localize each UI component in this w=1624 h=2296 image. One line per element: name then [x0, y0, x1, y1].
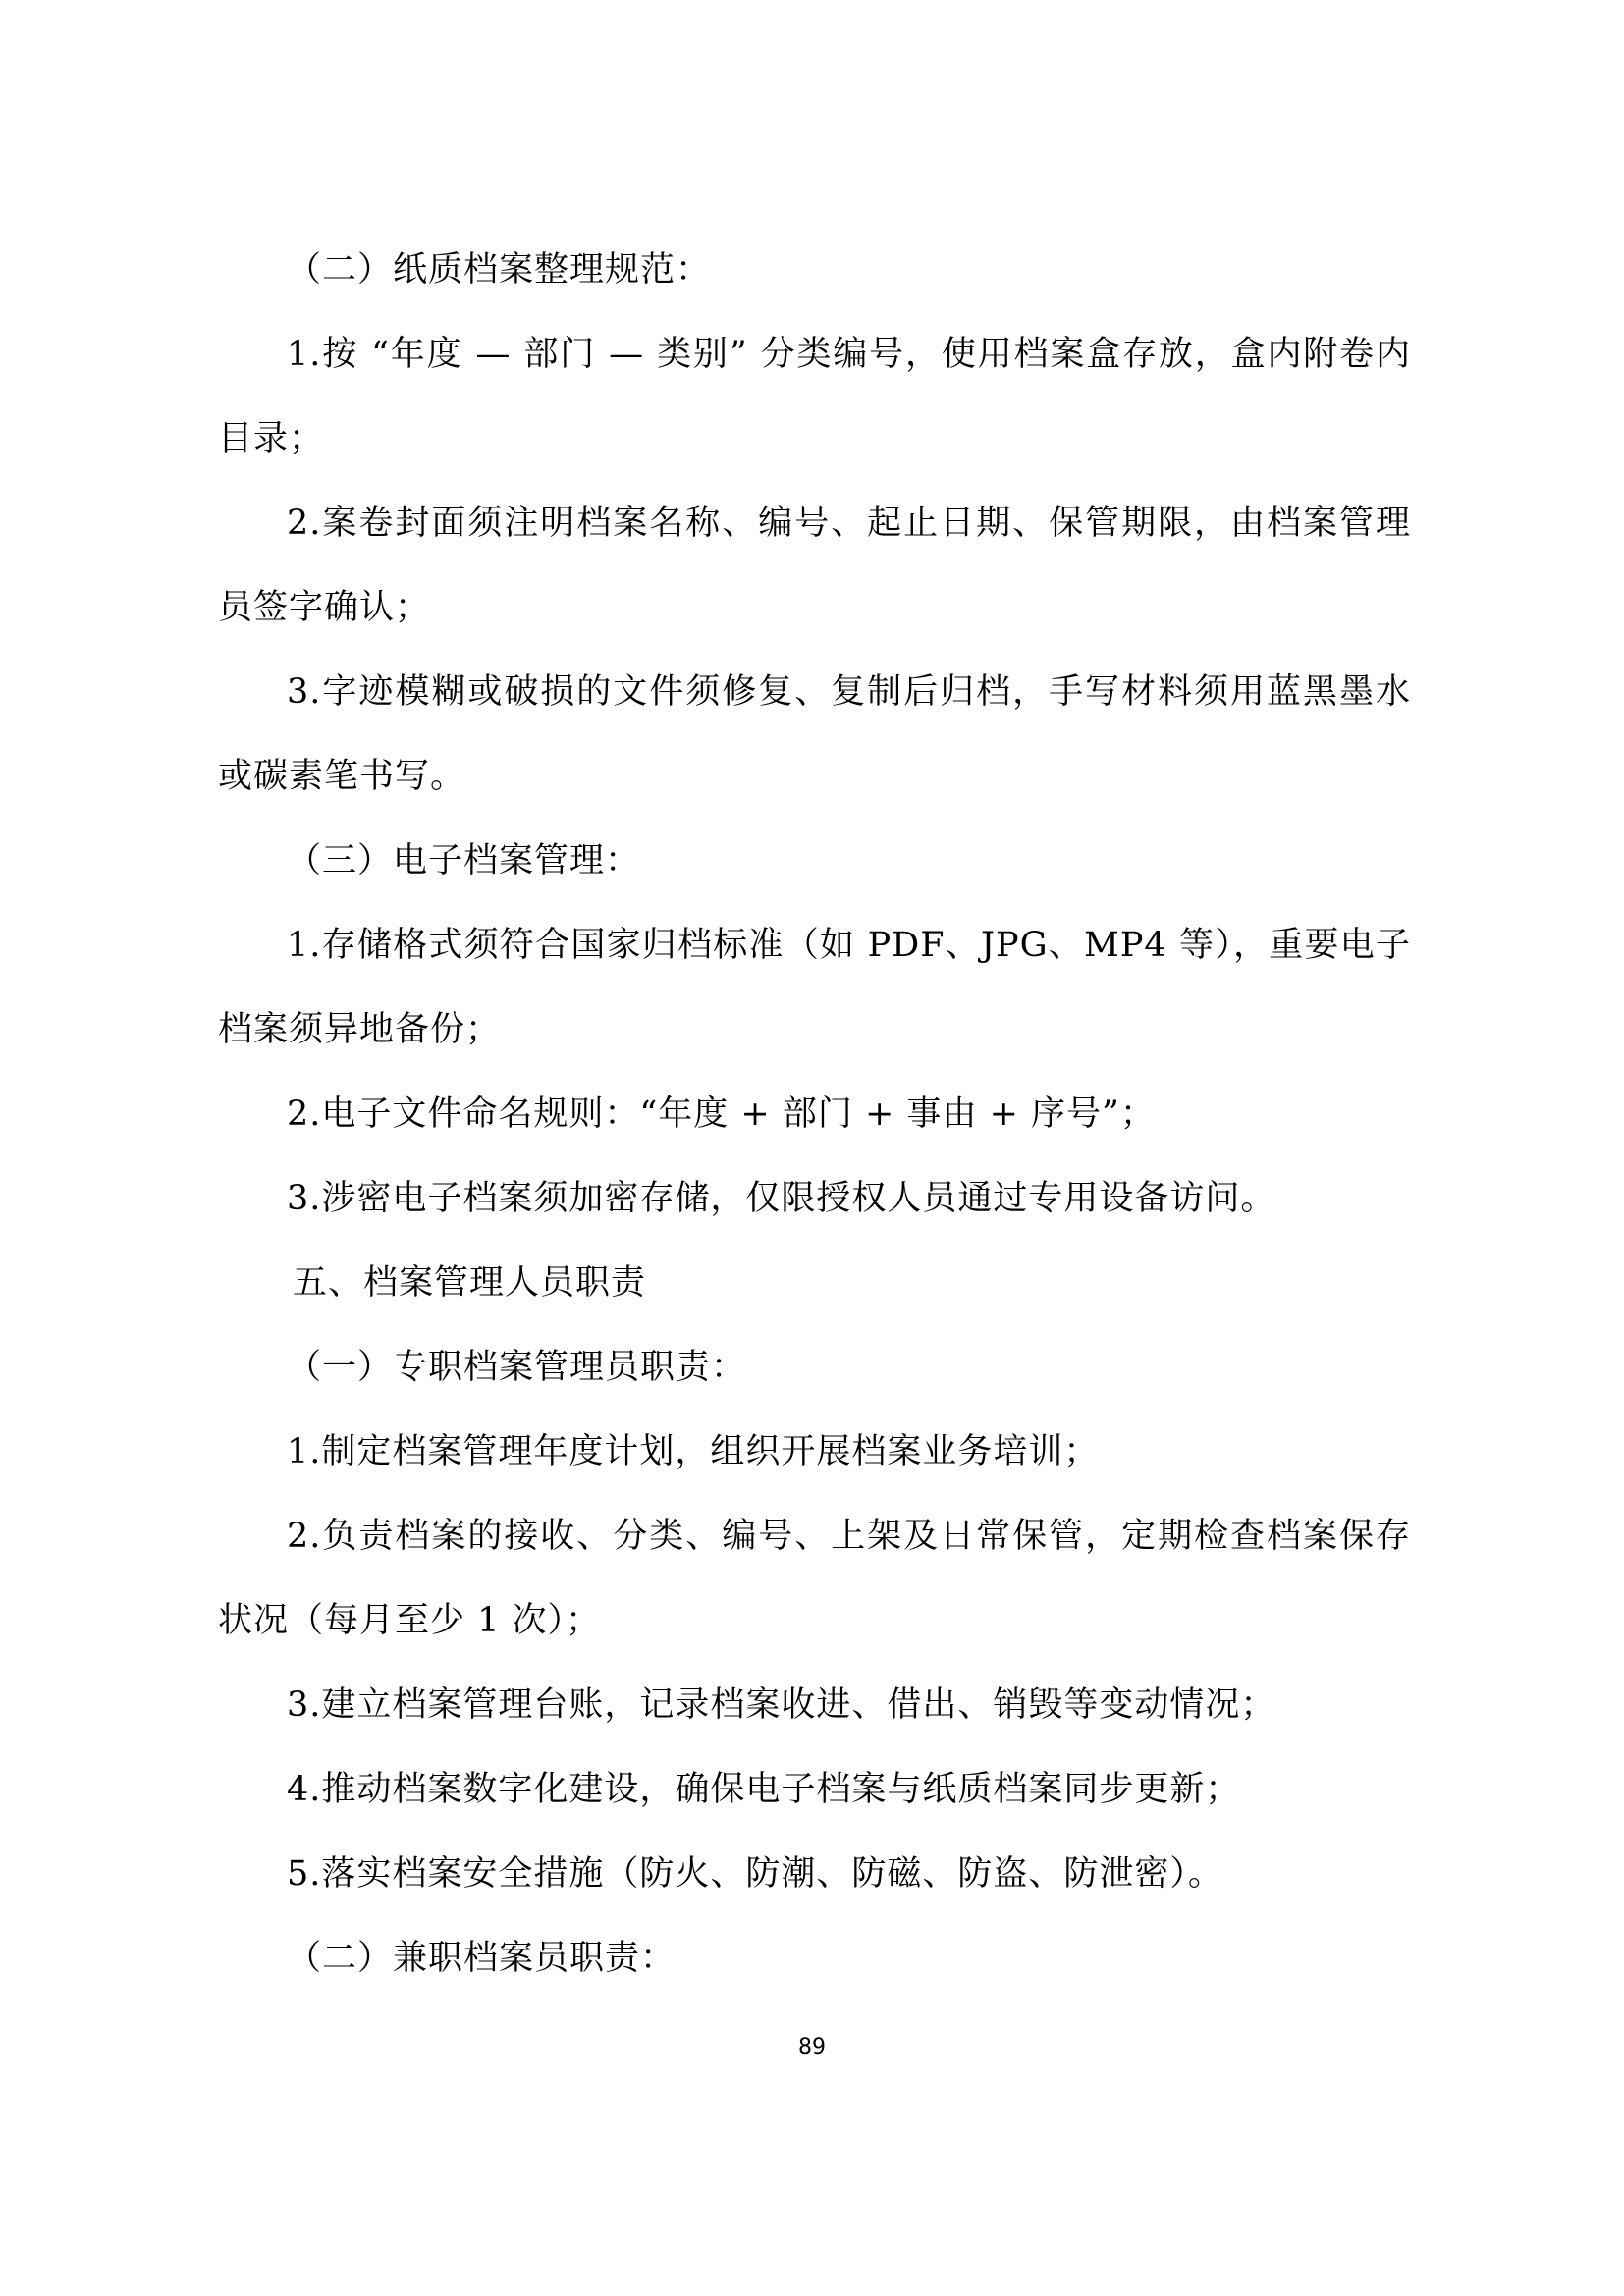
paper-rule-item-1: 1.按 “年度 — 部门 — 类别” 分类编号，使用档案盒存放，盒内附卷内目录； — [218, 335, 1411, 458]
fulltime-duty-item-1: 1.制定档案管理年度计划，组织开展档案业务培训； — [287, 1432, 1100, 1471]
fulltime-duty-item-3: 3.建立档案管理台账，记录档案收进、借出、销毁等变动情况； — [287, 1685, 1276, 1725]
paper-rule-item-2: 2.案卷封面须注明档案名称、编号、起止日期、保管期限，由档案管理员签字确认； — [218, 504, 1411, 627]
sub-heading-fulltime-archivist: （一）专职档案管理员职责： — [287, 1348, 747, 1387]
fulltime-duty-item-4: 4.推动档案数字化建设，确保电子档案与纸质档案同步更新； — [287, 1770, 1241, 1809]
electronic-rule-item-2: 2.电子文件命名规则：“年度 + 部门 + 事由 + 序号”； — [287, 1095, 1156, 1134]
page-body — [218, 228, 1411, 2001]
electronic-rule-item-3: 3.涉密电子档案须加密存储，仅限授权人员通过专用设备访问。 — [287, 1179, 1276, 1218]
fulltime-duty-item-2: 2.负责档案的接收、分类、编号、上架及日常保管，定期检查档案保存状况（每月至少 1 次）； — [218, 1517, 1411, 1640]
electronic-rule-item-1: 1.存储格式须符合国家归档标准（如 PDF、JPG、MP4 等），重要电子档案须异地备份； — [218, 926, 1411, 1049]
paper-rule-item-3: 3.字迹模糊或破损的文件须修复、复制后归档，手写材料须用蓝黑墨水或碳素笔书写。 — [218, 672, 1411, 796]
fulltime-duty-item-5: 5.落实档案安全措施（防火、防潮、防磁、防盗、防泄密）。 — [287, 1854, 1223, 1894]
page-number: 89 — [798, 2035, 826, 2059]
sub-heading-parttime-archivist: （二）兼职档案员职责： — [287, 1939, 677, 1978]
sub-heading-paper-archive-rules: （二）纸质档案整理规范： — [287, 250, 712, 290]
section-heading-staff-duties: 五、档案管理人员职责 — [293, 1263, 647, 1303]
sub-heading-electronic-archive: （三）电子档案管理： — [287, 841, 641, 881]
